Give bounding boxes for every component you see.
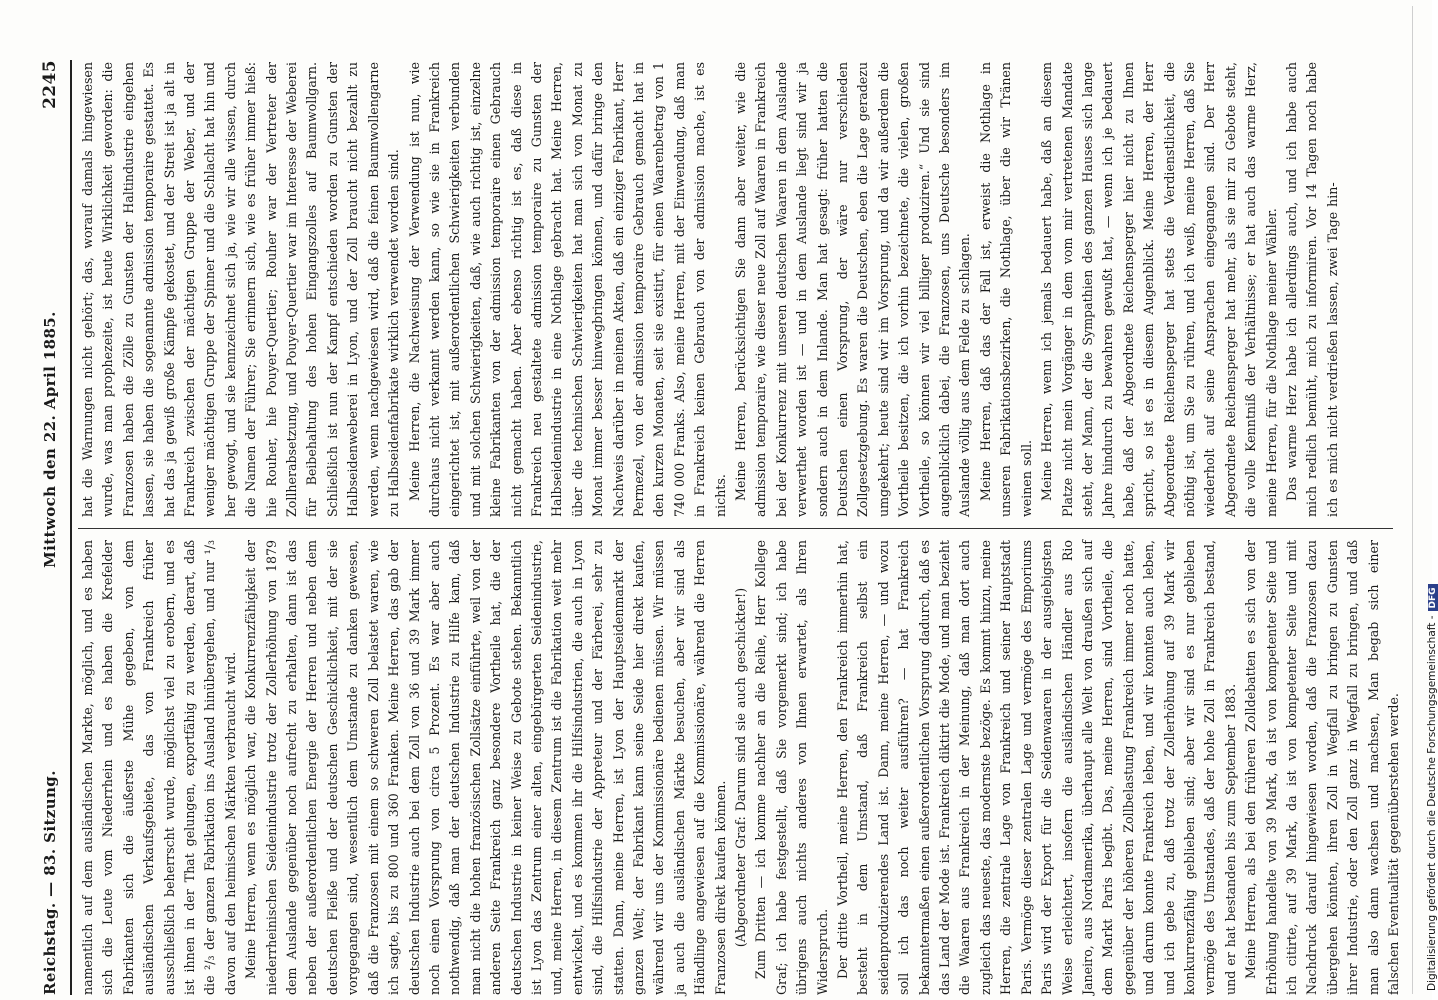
- right-column: [78, 62, 1393, 517]
- header-session: Reichstag. — 83. Sitzung.: [41, 770, 59, 995]
- dfg-logo: DFG: [1428, 584, 1438, 611]
- interjection: (Abgeordneter Graf: Darum sind sie auch geschickter!): [733, 587, 748, 948]
- header-date: Mittwoch den 22. April 1885.: [41, 311, 59, 568]
- running-header: [30, 60, 72, 995]
- paragraph: hat die Warnungen nicht gehört; das, worauf damals hingewiesen wurde, was man prophezeite, ist heute Wirklichkeit geworden: die Franzosen haben die Zölle zu Gunsten der Haltindustrie eingehen lassen, sie haben die sogenannte admission temporaire gestattet. Es hat das ja gewiß große Kämpfe gekostet, und der Streit ist ja alt in Frankreich zwischen der mächtigen Gruppe der Weber, und der weniger mächtigen Gruppe der Spinner und die Schlacht hat hin und her gewogt, und sie kennzeichnet sich ja, wie wir alle wissen, durch die Namen der Führer; Sie erinnern sich, wie es früher immer hieß: hie Rouher, hie Pouyer-Quertier; Rouher war der Vertreter der Zollherabsetzung, und Pouyer-Quertier war im Interesse der Weberei für Beibehaltung des hohen Eingangszolles auf Baumwollgarn. Schließlich ist nun der Kampf entschieden worden zu Gunsten der Halbseidenweberei in Lyon, und der Zoll braucht nicht bezahlt zu werden, wenn nachgewiesen wird, daß die feinen Baumwollengarne zu Halbseidenfabrikate wirklich verwendet worden sind.: [80, 62, 402, 517]
- credit-text: Digitalisierung gefördert durch die Deutsche Forschungsgemeinschaft -: [1426, 615, 1438, 991]
- paragraph: Meine Herren, die Nachweisung der Verwendung ist nun, wie durchaus nicht verkannt werden kann, so wie sie in Frankreich eingerichtet ist, mit außerordentlichen Schwierigkeiten verbunden und mit solchen Schwierigkeiten, daß, wie auch richtig ist, einzelne kleine Fabrikanten von der admission temporaire einen Gebrauch nicht gemacht haben. Aber ebenso richtig ist es, daß diese in Frankreich neu gestaltete admission temporaire zu Gunsten der Halbseidenindustrie in eine Nothlage gebracht hat. Meine Herren, über die technischen Schwierigkeiten hat man sich von Monat zu Monat immer besser hinwegbringen können, und dafür bringe den Nachweis darüber in meinen Akten, daß ein einziger Fabrikant, Herr Permezel, von der admission temporaire Gebrauch gemacht hat in den kurzen Monaten, seit sie existirt, für einen Waarenbetrag von 1 740 000 Franks. Also, meine Herren, mit der Einwendung, daß man in Frankreich keinen Gebrauch von der admission mache, ist es nichts.: [406, 62, 728, 517]
- paragraph: Meine Herren, berücksichtigen Sie dann aber weiter, wie die admission temporaire, wie dieser neue Zoll auf Waaren in Frankreich bei der Konkurrenz mit unseren deutschen Waaren in dem Auslande verwerthet worden ist — und in dem Auslande liegt sind wir ja sondern auch in dem Inlande. Man hat gesagt: früher hatten die Deutschen einen Vorsprung, der wäre nur verschieden Zollgesetzgebung. Es waren die Deutschen, eben die Lage geradezu umgekehrt; heute sind wir im Vorsprung, und da wir außerdem die Vortheile besitzen, die ich vorhin bezeichnete, die vielen, großen Vortheile, so können wir viel billiger produziren.“ Und sie sind augenblicklich dabei, die Franzosen, uns Deutsche besonders im Auslande völlig aus dem Felde zu schlagen.: [733, 62, 973, 517]
- paragraph: Das warme Herz habe ich allerdings auch, und ich habe auch mich redlich bemüht, mich zu informiren. Vor 14 Tagen noch habe ich es mich nicht verdrießen lassen, zwei Tage hin-: [1283, 62, 1340, 517]
- text-columns: [78, 60, 1401, 995]
- paragraph: Meine Herren, wenn es möglich war, die Konkurrenzfähigkeit der niederrheinischen Seidenindustrie trotz der Zollerhöhung von 1879 dem Auslande gegenüber noch aufrecht zu erhalten, dann ist das neben der außerordentlichen Energie der Herren und neben dem deutschen Fleiße und der deutschen Geschicklichkeit, mit der sie vorgegangen sind, wesentlich dem Umstande zu danken gewesen, daß die Franzosen mit einem so schweren Zoll belastet waren, wie ich sagte, bis zu 800 und 360 Franken. Meine Herren, das gab der deutschen Industrie auch bei dem Zoll von 36 und 39 Mark immer noch einen Vorsprung von circa 5 Prozent. Es war aber auch nothwendig, daß man der deutschen Industrie zu Hilfe kam, daß man nicht die hohen französischen Zollsätze einführte, weil von der anderen Seite Frankreich ganz besondere Vortheile hat, die der deutschen Industrie in keiner Weise zu Gebote stehen. Bekanntlich ist Lyon das Zentrum einer alten, eingebürgerten Seidenindustrie, und, meine Herren, in diesem Zentrum ist die Fabrikation weit mehr entwickelt, und es kommen ihr die Hilfsindustrien, die auch in Lyon sind, die Hilfsindustrie der Appreteur und der Färberei, sehr zu statten. Dann, meine Herren, ist Lyon der Hauptseidenmarkt der ganzen Welt; der Fabrikant kann seine Seide hier direkt kaufen, während wir uns der Kommissionäre bedienen müssen. Wir müssen ja auch die ausländischen Märkte besuchen, aber wir sind als Händlinge angewiesen auf die Kommissionäre, während die Herren Franzosen direkt kaufen können.: [243, 540, 728, 995]
- page-number: 2245: [40, 60, 60, 109]
- left-column: [78, 540, 1401, 995]
- digitization-credit: [1426, 584, 1438, 991]
- paragraph: Meine Herren, wenn ich jemals bedauert habe, daß an diesem Platze nicht mein Vorgänger in dem vom mir vertretenen Mandate steht, der Mann, der die Sympathien des ganzen Hauses sich lange Jahre hindurch zu bewahren gewußt hat, — wenn ich je bedauert habe, daß der Abgeordnete Reichensperger hier nicht zu Ihnen spricht, so ist es in diesem Augenblick. Meine Herren, der Herr Abgeordnete Reichensperger hat stets die Verdienstlichkeit, die nöthig ist, um Sie zu rühren, und ich weiß, meine Herren, daß Sie wiederholt auf seine Ansprachen eingegangen sind. Der Herr Abgeordnete Reichensperger hat mehr, als sie mir zu Gebote steht, die volle Kenntniß der Verhältnisse; er hat auch das warme Herz, meine Herren, für die Nothlage meiner Wähler.: [1039, 62, 1279, 517]
- paragraph: Meine Herren, daß das der Fall ist, erweist die Nothlage in unseren Fabrikationsbezirken, die Nothlage, über die wir Tränen weinen soll.: [977, 62, 1034, 517]
- column-separator: [78, 528, 1393, 529]
- paragraph: Der dritte Vortheil, meine Herren, den Frankreich immerhin hat, besteht in dem Umstand, daß Frankreich selbst ein seidenproduzierendes Land ist. Dann, meine Herren, — und wozu soll ich das noch weiter ausführen? — hat Frankreich bekanntermaßen einen außerordentlichen Vorsprung dadurch, daß es das Land der Mode ist. Frankreich diktirt die Mode, und man bezieht die Waaren aus Frankreich in der Meinung, daß man dort auch zugleich das neueste, das modernste bezöge. Es kommt hinzu, meine Herren, die zentrale Lage von Frankreich und seiner Hauptstadt Paris. Vermöge dieser zentralen Lage und vermöge des Emporiums Paris wird der Export für die Seidenwaaren in der ausgiebigsten Weise erleichtert, insofern die ausländischen Händler aus Rio Janeiro, aus Nordamerika, überhaupt alle Welt von draußen sich auf dem Markt Paris begibt. Das, meine Herren, sind Vortheile, die gegenüber der höheren Zollbelastung Frankreich immer noch hatte, und darum konnte Frankreich leben, und wir konnten auch leben, und ich gebe zu, daß trotz der Zollerhöhung auf 39 Mark wir konkurrenzfähig geblieben sind; aber wir sind es nur geblieben vermöge des Umstandes, daß der hohe Zoll in Frankreich bestand, und er hat bestanden bis zum September 1883.: [835, 540, 1238, 995]
- paragraph: namentlich auf dem ausländischen Markte, möglich, und es haben sich die Leute vom Niederrhein und es haben die Krefelder Fabrikanten sich die äußerste Mühe gegeben, von dem ausländischen Verkaufsgebiete, das von Frankreich früher ausschließlich beherrscht wurde, möglichst viel zu erobern, und es ist ihnen in der That gelungen, exportfähig zu werden, derart, daß die ²/₃ der ganzen Fabrikation ins Ausland hinübergehen, und nur ¹/₃ davon auf den heimischen Märkten verbraucht wird.: [80, 540, 238, 995]
- digitization-sidebar: [1412, 6, 1438, 994]
- rotated-page-content: [30, 60, 1400, 995]
- paragraph: Meine Herren, als bei den früheren Zolldebatten es sich von der Erhöhung handelte von 39 Mark, da ist von kompetenter Seite und ich citirte, auf 39 Mark, da ist von kompetenter Seite und mit Nachdruck darauf hingewiesen worden, daß die Franzosen dazu übergehen könnten, ihren Zoll in Wegfall zu bringen zu Gunsten ihrer Industrie, oder den Zoll ganz in Wegfall zu bringen, und daß man also dann wachsen und machsen, Man begab sich einer falschen Eventualität gegenüberstehen werde.: [1243, 540, 1401, 995]
- paragraph: Zum Dritten — ich komme nachher an die Reihe, Herr Kollege Graf; ich habe festgestellt, daß Sie vorgemerkt sind; ich habe übrigens auch nichts anderes von Ihnen erwartet, als Ihren Widerspruch.: [753, 540, 830, 995]
